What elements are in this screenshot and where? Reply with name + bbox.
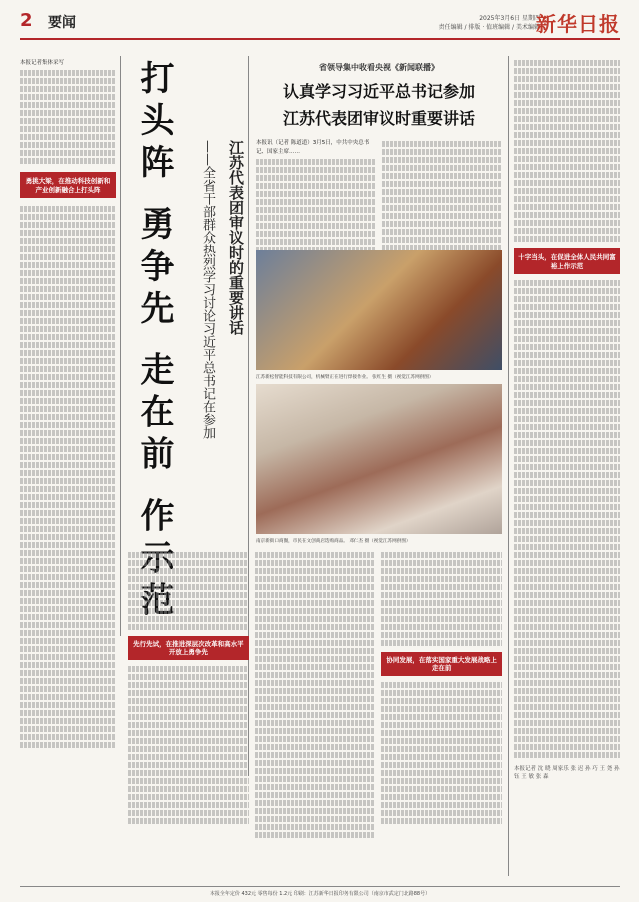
- column-label: 本报记者集体采写: [20, 60, 65, 66]
- header-editors: 责任编辑 / 排版 · 值班编辑 / 美术编辑: [438, 24, 540, 31]
- subhead-4: 十字当头，在促进全体人民共同富裕上作示范: [514, 248, 620, 274]
- left-column: [20, 58, 116, 878]
- body-text: [255, 550, 376, 838]
- bottom-photo-caption: 南京新街口商圈，市民在文创商店选购商品。 邓仁杰 摄（视觉江苏网供图）: [256, 539, 411, 544]
- subhead-1: 勇挑大梁，在推动科技创新和产业创新融合上打头阵: [20, 172, 116, 198]
- column-rule: [508, 56, 509, 876]
- body-text: [514, 60, 620, 242]
- body-text: [128, 550, 249, 838]
- column-rule: [120, 56, 121, 636]
- lower-center-text: [128, 550, 502, 838]
- page-number: 2: [20, 10, 33, 31]
- main-byline: 本报讯（记者 陈道道）3月5日，中共中央总书记、国家主席……: [256, 140, 370, 155]
- header-date: 2025年3月6日 星期四: [479, 15, 540, 22]
- feature-title: 打头阵 勇争先 走在前 作示范: [134, 60, 174, 624]
- body-text: [20, 206, 116, 748]
- header-info: [439, 14, 540, 32]
- shopping-photo: [256, 384, 502, 534]
- right-column: [514, 58, 620, 780]
- top-photo-caption: 江苏新松智能科技有限公司，机械臂正在进行焊接作业。 张红生 摄（视觉江苏网供图）: [256, 375, 434, 380]
- kicker: 省领导集中收看央视《新闻联播》: [319, 63, 439, 72]
- robot-arm-photo: [256, 250, 502, 370]
- section-name: 要闻: [48, 15, 76, 31]
- page-footer: 本报全年定价 432元 零售每份 1.2元 印刷：江苏新华日报印务有限公司（南京市武定门北路88号）: [20, 886, 620, 897]
- headline-line-2: 江苏代表团审议时重要讲话: [282, 109, 475, 128]
- page-header: [20, 8, 620, 40]
- body-text: [20, 70, 116, 164]
- body-text: [514, 280, 620, 758]
- reporter-signature: 本报记者 沈 晓 周家乐 张 迟 孙 巧 王 尧 孙 钰 王 敏 张 森: [514, 766, 620, 780]
- body-text: [381, 550, 502, 838]
- subhead-2: 先行先试，在推进深层次改革和高水平开放上勇争先: [128, 636, 249, 660]
- newspaper-logo: 新华日报: [536, 12, 620, 36]
- subhead-3: 协同发展，在落实国家重大发展战略上走在前: [381, 652, 502, 676]
- feature-subtitle-2: ——全省干部群众热烈学习讨论习近平总书记在参加: [200, 140, 215, 439]
- headline-line-1: 认真学习习近平总书记参加: [282, 82, 475, 101]
- feature-subtitle-1: 江苏代表团审议时的重要讲话: [227, 140, 245, 335]
